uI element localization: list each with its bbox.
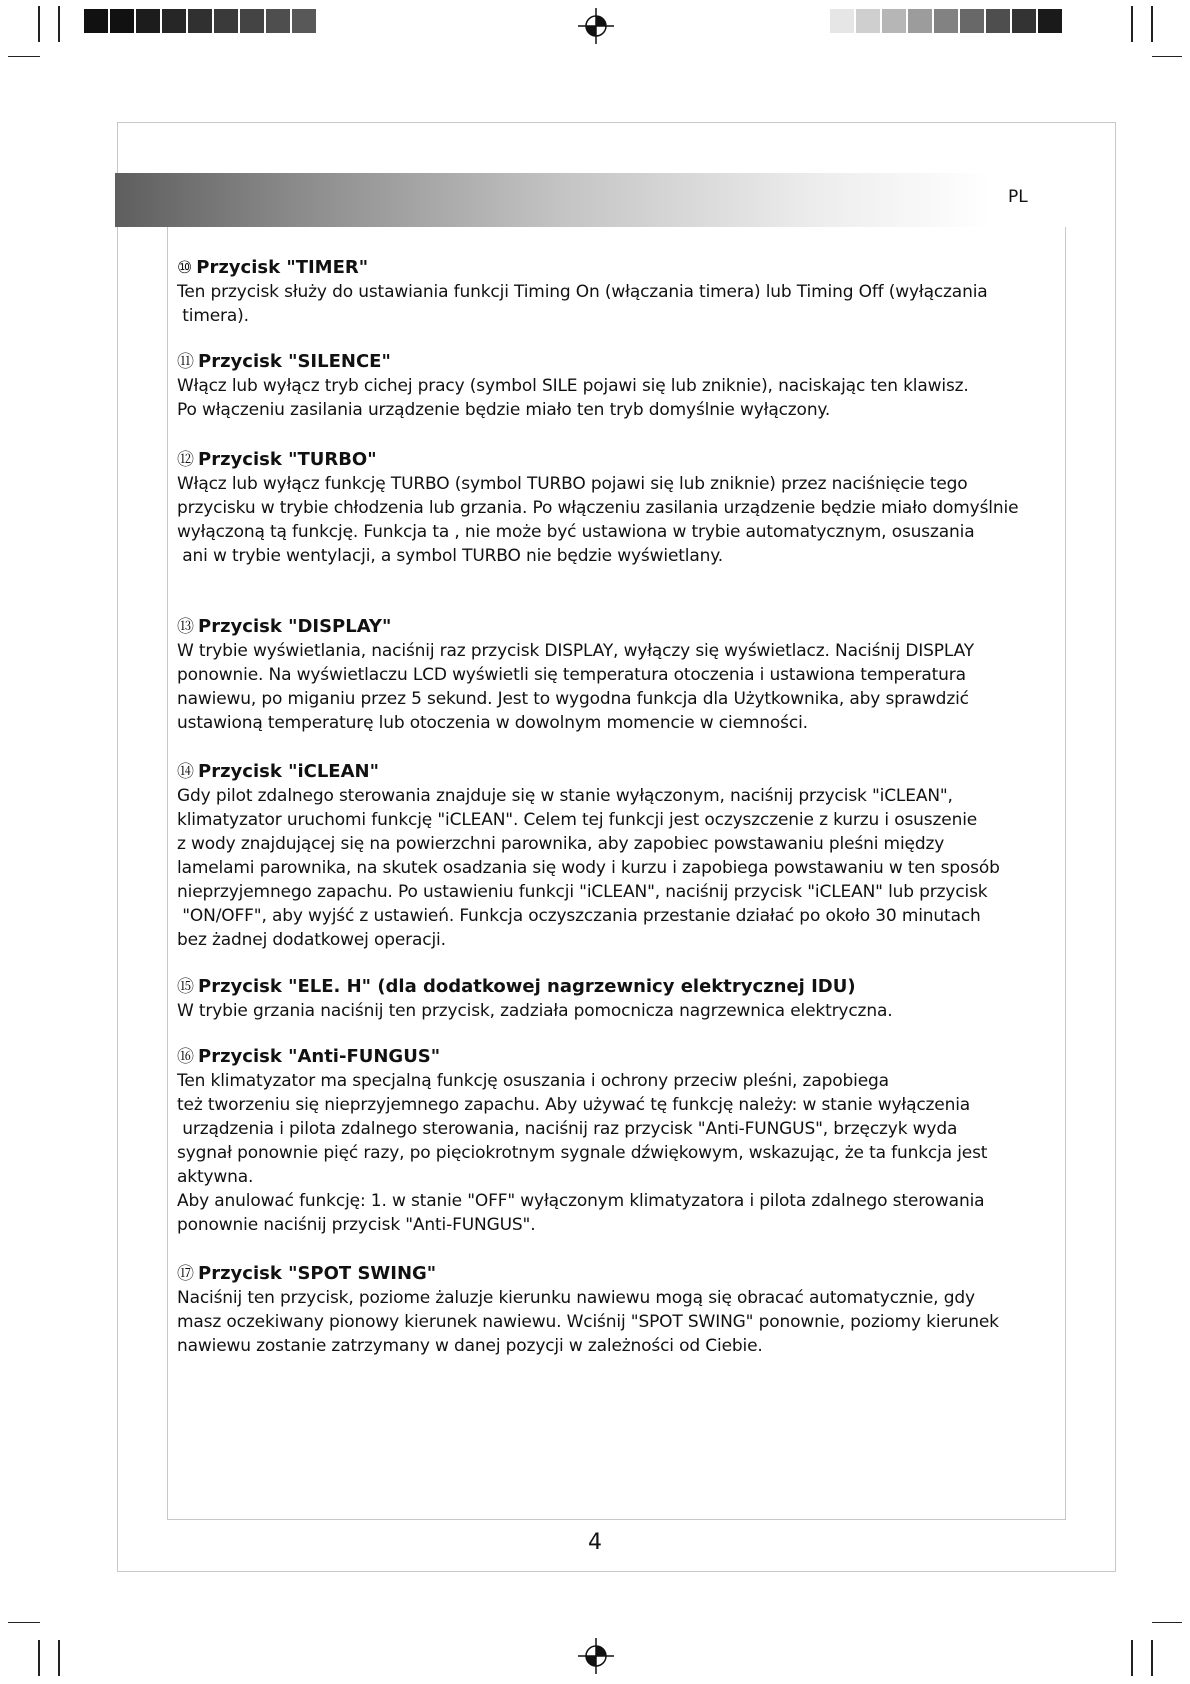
body-text-line: lamelami parownika, na skutek osadzania się wody i kurzu i zapobiega powstawaniu w ten sposób xyxy=(177,858,1000,878)
section-silence xyxy=(177,350,1067,422)
body-text-line: Włącz lub wyłącz funkcję TURBO (symbol TURBO pojawi się lub zniknie) przez naciśnięcie tego xyxy=(177,474,968,494)
section-title-text: Przycisk "Anti-FUNGUS" xyxy=(198,1046,441,1067)
crop-mark xyxy=(58,1640,60,1676)
color-swatch xyxy=(934,9,960,33)
section-spot-swing xyxy=(177,1262,1067,1358)
crop-mark xyxy=(1131,1640,1133,1676)
section-title xyxy=(177,760,1067,784)
color-swatch xyxy=(830,9,856,33)
crop-mark xyxy=(1131,6,1133,42)
body-text-line: sygnał ponownie pięć razy, po pięciokrotnym sygnale dźwiękowym, wskazując, że ta funkcja jest xyxy=(177,1143,988,1163)
registration-mark-top-icon xyxy=(578,8,614,44)
section-number: ⑩ xyxy=(177,258,193,278)
body-text-line: Aby anulować funkcję: 1. w stanie "OFF" wyłączonym klimatyzatora i pilota zdalnego sterowania xyxy=(177,1191,985,1211)
body-text-line: ponownie. Na wyświetlaczu LCD wyświetli się temperatura otoczenia i ustawiona temperatura xyxy=(177,665,966,685)
section-ele-h xyxy=(177,975,1067,1023)
section-title-text: Przycisk "SILENCE" xyxy=(198,351,391,372)
crop-mark xyxy=(1152,56,1182,57)
section-number: ⑰ xyxy=(177,1264,194,1284)
crop-mark xyxy=(38,1640,40,1676)
body-text-line: masz oczekiwany pionowy kierunek nawiewu. Wciśnij "SPOT SWING" ponownie, poziomy kierunek xyxy=(177,1312,999,1332)
section-title xyxy=(177,1262,1067,1286)
section-title-text: Przycisk "ELE. H" (dla dodatkowej nagrzewnicy elektrycznej IDU) xyxy=(198,976,856,997)
color-swatch xyxy=(214,9,240,33)
crop-mark xyxy=(1152,1622,1182,1623)
crop-mark xyxy=(8,56,40,57)
body-text-line: ponownie naciśnij przycisk "Anti-FUNGUS". xyxy=(177,1215,536,1235)
section-number: ⑫ xyxy=(177,450,194,470)
crop-mark xyxy=(38,6,40,42)
body-text-line: Gdy pilot zdalnego sterowania znajduje się w stanie wyłączonym, naciśnij przycisk "iCLEAN", xyxy=(177,786,953,806)
section-number: ⑮ xyxy=(177,977,194,997)
color-swatch xyxy=(1038,9,1064,33)
section-title xyxy=(177,256,1067,280)
body-text-line: Ten klimatyzator ma specjalną funkcję osuszania i ochrony przeciw pleśni, zapobiega xyxy=(177,1071,889,1091)
color-swatch xyxy=(292,9,318,33)
body-text-line: wyłączoną tą funkcję. Funkcja ta , nie może być ustawiona w trybie automatycznym, osuszania xyxy=(177,522,975,542)
body-text-line: Po włączeniu zasilania urządzenie będzie miało ten tryb domyślnie wyłączony. xyxy=(177,400,831,420)
body-text-line: nawiewu, po miganiu przez 5 sekund. Jest to wygodna funkcja dla Użytkownika, aby sprawdzić xyxy=(177,689,969,709)
section-number: ⑬ xyxy=(177,617,194,637)
color-swatch xyxy=(84,9,110,33)
color-swatch xyxy=(110,9,136,33)
body-text-line: aktywna. xyxy=(177,1167,254,1187)
section-title xyxy=(177,615,1067,639)
color-calibration-bar-left xyxy=(84,9,318,33)
crop-mark xyxy=(1151,1640,1153,1676)
crop-mark xyxy=(8,1622,40,1623)
body-text-line: nawiewu zostanie zatrzymany w danej pozycji w zależności od Ciebie. xyxy=(177,1336,763,1356)
color-swatch xyxy=(908,9,934,33)
body-text-line: urządzenia i pilota zdalnego sterowania, naciśnij raz przycisk "Anti-FUNGUS", brzęczyk wyda xyxy=(177,1119,958,1139)
crop-mark xyxy=(58,6,60,42)
section-number: ⑪ xyxy=(177,352,194,372)
body-text-line: Naciśnij ten przycisk, poziome żaluzje kierunku nawiewu mogą się obracać automatycznie, gdy xyxy=(177,1288,975,1308)
color-swatch xyxy=(960,9,986,33)
section-timer xyxy=(177,256,1067,328)
color-swatch xyxy=(856,9,882,33)
section-title-text: Przycisk "iCLEAN" xyxy=(198,761,379,782)
body-text-line: ustawioną temperaturę lub otoczenia w dowolnym momencie w ciemności. xyxy=(177,713,808,733)
color-swatch xyxy=(986,9,1012,33)
body-text-line: timera). xyxy=(177,306,249,326)
color-swatch xyxy=(882,9,908,33)
section-title-text: Przycisk "TURBO" xyxy=(198,449,377,470)
section-title xyxy=(177,448,1067,472)
body-text-line: W trybie grzania naciśnij ten przycisk, zadziała pomocnicza nagrzewnica elektryczna. xyxy=(177,1001,893,1021)
section-title-text: Przycisk "DISPLAY" xyxy=(198,616,392,637)
color-swatch xyxy=(1012,9,1038,33)
body-text-line: przycisku w trybie chłodzenia lub grzania. Po włączeniu zasilania urządzenie będzie miało domyślnie xyxy=(177,498,1019,518)
body-text-line: Ten przycisk służy do ustawiania funkcji Timing On (włączania timera) lub Timing Off (wyłączania xyxy=(177,282,988,302)
section-title xyxy=(177,350,1067,374)
color-swatch xyxy=(266,9,292,33)
body-text-line: też tworzeniu się nieprzyjemnego zapachu. Aby używać tę funkcję należy: w stanie wyłączenia xyxy=(177,1095,971,1115)
page-number: 4 xyxy=(588,1530,602,1555)
section-display xyxy=(177,615,1067,735)
header-band xyxy=(115,173,1110,227)
section-iclean xyxy=(177,760,1067,952)
color-swatch xyxy=(162,9,188,33)
language-label: PL xyxy=(1008,187,1028,207)
color-swatch xyxy=(240,9,266,33)
color-calibration-bar-right xyxy=(830,9,1064,33)
color-swatch xyxy=(188,9,214,33)
body-text-line: nieprzyjemnego zapachu. Po ustawieniu funkcji "iCLEAN", naciśnij przycisk "iCLEAN" lub przycisk xyxy=(177,882,988,902)
body-text-line: W trybie wyświetlania, naciśnij raz przycisk DISPLAY, wyłączy się wyświetlacz. Naciśnij DISPLAY xyxy=(177,641,974,661)
registration-mark-bottom-icon xyxy=(578,1638,614,1674)
crop-mark xyxy=(1151,6,1153,42)
body-text-line: bez żadnej dodatkowej operacji. xyxy=(177,930,446,950)
body-text-line: Włącz lub wyłącz tryb cichej pracy (symbol SILE pojawi się lub zniknie), naciskając ten klawisz. xyxy=(177,376,969,396)
section-turbo xyxy=(177,448,1067,568)
body-text-line: "ON/OFF", aby wyjść z ustawień. Funkcja oczyszczania przestanie działać po około 30 minutach xyxy=(177,906,981,926)
section-title xyxy=(177,975,1067,999)
body-text-line: ani w trybie wentylacji, a symbol TURBO nie będzie wyświetlany. xyxy=(177,546,723,566)
section-anti-fungus xyxy=(177,1045,1067,1237)
section-number: ⑭ xyxy=(177,762,194,782)
body-text-line: z wody znajdującej się na powierzchni parownika, aby zapobiec powstawaniu pleśni między xyxy=(177,834,945,854)
body-text-line: klimatyzator uruchomi funkcję "iCLEAN". Celem tej funkcji jest oczyszczenie z kurzu i osuszenie xyxy=(177,810,978,830)
color-swatch xyxy=(136,9,162,33)
section-title-text: Przycisk "TIMER" xyxy=(196,257,369,278)
section-title-text: Przycisk "SPOT SWING" xyxy=(198,1263,437,1284)
section-number: ⑯ xyxy=(177,1047,194,1067)
section-title xyxy=(177,1045,1067,1069)
